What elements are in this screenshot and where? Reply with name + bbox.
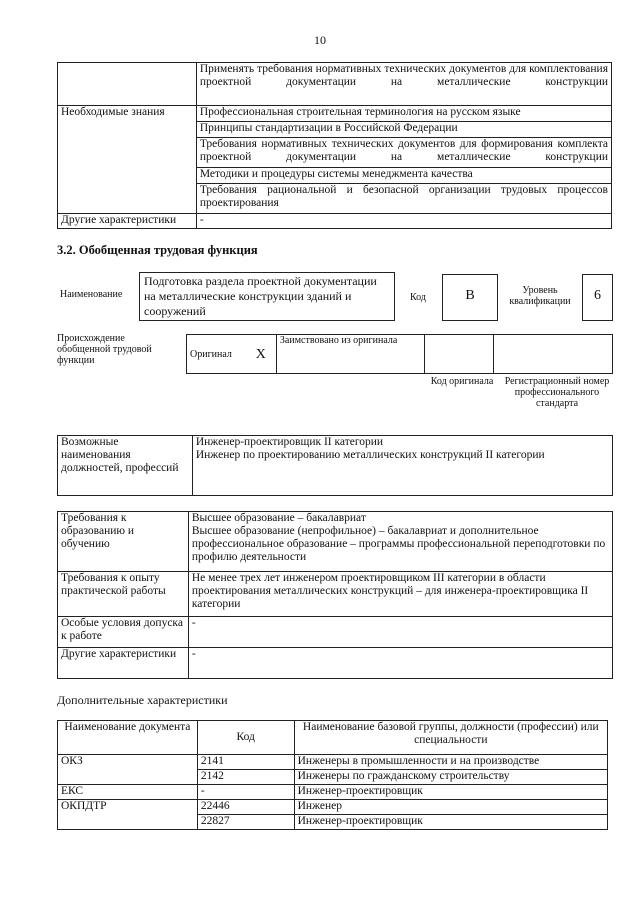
reg-number-cell bbox=[494, 335, 613, 374]
group-cell: Инженеры по гражданскому строительству bbox=[294, 770, 607, 785]
level-label: Уровень квалификации bbox=[509, 285, 571, 307]
page-number: 10 bbox=[314, 33, 326, 47]
header-code: Код bbox=[197, 721, 294, 755]
doc-cell: ОКПДТР bbox=[58, 800, 198, 830]
special-conditions-label: Особые условия допуска к работе bbox=[58, 617, 189, 648]
experience-value: Не менее трех лет инженером проектировщиком III категории в области проектирования металлических конструкций – для инженера-проектировщика II категории bbox=[188, 572, 612, 617]
code-box bbox=[442, 274, 498, 321]
education-label: Требования к образованию и обучению bbox=[58, 512, 189, 572]
knowledge-item: Методики и процедуры системы менеджмента качества bbox=[196, 168, 611, 184]
level-value: 6 bbox=[594, 288, 601, 303]
origin-table bbox=[186, 334, 613, 374]
code-cell: 22827 bbox=[197, 815, 294, 830]
positions-table bbox=[57, 435, 613, 496]
header-group-name: Наименование базовой группы, должности (профессии) или специальности bbox=[294, 721, 607, 755]
positions-label: Возможные наименования должностей, профессий bbox=[58, 436, 193, 496]
gtf-name-box bbox=[139, 272, 395, 321]
gtf-name-value: Подготовка раздела проектной документации на металлические конструкции зданий и сооружений bbox=[144, 274, 377, 318]
code-cell: - bbox=[197, 785, 294, 800]
knowledge-item: Принципы стандартизации в Российской Федерации bbox=[196, 122, 611, 138]
code-label: Код bbox=[410, 292, 426, 303]
origin-label: Происхождение обобщенной трудовой функции bbox=[57, 333, 152, 366]
code-original-caption: Код оригинала bbox=[430, 376, 494, 387]
special-conditions-value: - bbox=[188, 617, 612, 648]
code-cell: 2142 bbox=[197, 770, 294, 785]
group-cell: Инженеры в промышленности и на производстве bbox=[294, 755, 607, 770]
requirements-table bbox=[57, 511, 613, 679]
knowledge-item: Требования нормативных технических документов для формирования комплекта проектной документации на металлические конструкции bbox=[196, 138, 611, 168]
position-name: Инженер-проектировщик II категории bbox=[195, 436, 384, 448]
top-empty-cell bbox=[58, 63, 197, 106]
section-title: 3.2. Обобщенная трудовая функция bbox=[57, 243, 258, 257]
code-cell: 2141 bbox=[197, 755, 294, 770]
knowledge-item: Требования рациональной и безопасной организации трудовых процессов проектирования bbox=[196, 184, 611, 214]
original-mark: X bbox=[246, 335, 277, 374]
name-label: Наименование bbox=[60, 289, 123, 300]
experience-label: Требования к опыту практической работы bbox=[58, 572, 189, 617]
header-document: Наименование документа bbox=[58, 721, 198, 755]
borrowed-label: Заимствовано из оригинала bbox=[276, 335, 424, 374]
other-characteristics-label: Другие характеристики bbox=[58, 214, 197, 229]
original-label: Оригинал bbox=[187, 335, 246, 374]
knowledge-item: Профессиональная строительная терминология на русском языке bbox=[196, 106, 611, 122]
skill-row-text: Применять требования нормативных технических документов для комплектования проектной документации на металлические конструкции bbox=[196, 63, 611, 106]
group-cell: Инженер-проектировщик bbox=[294, 785, 607, 800]
additional-table bbox=[57, 720, 608, 830]
group-cell: Инженер-проектировщик bbox=[294, 815, 607, 830]
level-box bbox=[582, 274, 613, 321]
other-characteristics-value: - bbox=[196, 214, 611, 229]
doc-cell: ЕКС bbox=[58, 785, 198, 800]
education-line: Высшее образование – бакалавриат bbox=[191, 512, 366, 524]
position-name: Инженер по проектированию металлических конструкций II категории bbox=[195, 449, 545, 461]
code-value: B bbox=[465, 288, 475, 303]
top-knowledge-table bbox=[57, 62, 612, 229]
group-cell: Инженер bbox=[294, 800, 607, 815]
reg-number-caption: Регистрационный номер профессионального стандарта bbox=[504, 376, 610, 409]
code-original-cell bbox=[425, 335, 494, 374]
other-req-label: Другие характеристики bbox=[58, 648, 189, 679]
other-req-value: - bbox=[188, 648, 612, 679]
additional-title: Дополнительные характеристики bbox=[57, 693, 228, 707]
doc-cell: ОКЗ bbox=[58, 755, 198, 785]
code-cell: 22446 bbox=[197, 800, 294, 815]
education-line: Высшее образование (непрофильное) – бакалавриат и дополнительное профессиональное образование – программы профессиональной переподготовки по профилю деятельности bbox=[191, 525, 606, 563]
knowledge-label: Необходимые знания bbox=[58, 106, 197, 214]
